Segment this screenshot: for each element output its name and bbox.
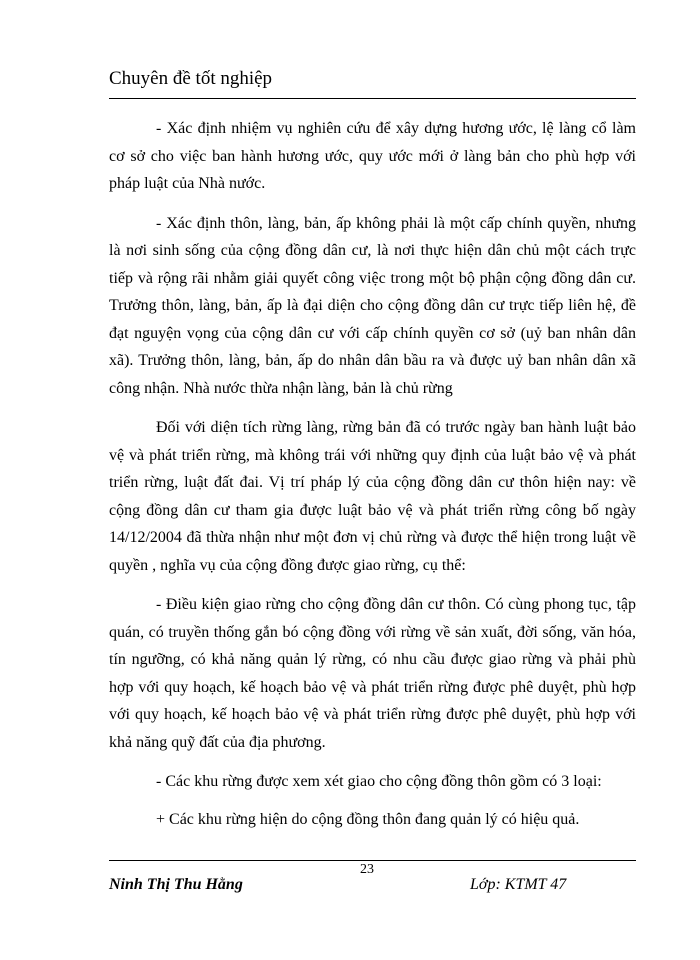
paragraph: - Xác định thôn, làng, bản, ấp không phải là một cấp chính quyền, nhưng là nơi sinh sống của cộng đồng dân cư, là nơi thực hiện dân chủ một cách trực tiếp và rộng rãi nhằm giải quyết công việc trong một bộ phận cộng đồng dân cư. Trưởng thôn, làng, bản, ấp là đại diện cho cộng đồng dân cư trực tiếp liên hệ, đề đạt nguyện vọng của cộng dân cư với cấp chính quyền cơ sở (uỷ ban nhân dân xã). Trưởng thôn, làng, bản, ấp do nhân dân bầu ra và được uỷ ban nhân dân xã công nhận. Nhà nước thừa nhận làng, bản là chủ rừng	[109, 214, 636, 397]
paragraph: - Điều kiện giao rừng cho cộng đồng dân cư thôn. Có cùng phong tục, tập quán, có truyền thống gắn bó cộng đồng với rừng về sản xuất, đời sống, văn hóa, tín ngưỡng, có khả năng quản lý rừng, có nhu cầu được giao rừng và phải phù hợp với quy hoạch, kế hoạch bảo vệ và phát triển rừng được phê duyệt, phù hợp với quy hoạch, kế hoạch bảo vệ và phát triển rừng được phê duyệt, phù hợp với khả năng quỹ đất của địa phương.	[109, 596, 636, 751]
paragraph: Đối với diện tích rừng làng, rừng bản đã có trước ngày ban hành luật bảo vệ và phát triển rừng, mà không trái với những quy định của luật bảo vệ và phát triển rừng, luật đất đai. Vị trí pháp lý của cộng đồng dân cư thôn hiện nay: về cộng đồng dân cư tham gia được luật bảo vệ và phát triển rừng công bố ngày 14/12/2004 đã thừa nhận như một đơn vị chủ rừng và được thể hiện trong luật về quyền , nghĩa vụ của cộng đồng được giao rừng, cụ thể:	[109, 419, 636, 574]
paragraph: + Các khu rừng hiện do cộng đồng thôn đang quản lý có hiệu quả.	[156, 810, 580, 828]
document-body	[109, 115, 636, 845]
paragraph: - Xác định nhiệm vụ nghiên cứu để xây dựng hương ước, lệ làng cổ làm cơ sở cho việc ban hành hương ước, quy ước mới ở làng bản cho phù hợp với pháp luật của Nhà nước.	[109, 120, 636, 192]
footer-divider	[109, 860, 636, 861]
footer-class-label: Lớp: KTMT 47	[470, 876, 567, 893]
header-divider	[109, 98, 636, 99]
footer-author: Ninh Thị Thu Hằng	[109, 876, 243, 893]
page-number: 23	[360, 862, 374, 877]
page-header-title: Chuyên đề tốt nghiệp	[109, 68, 273, 89]
paragraph: - Các khu rừng được xem xét giao cho cộng đồng thôn gồm có 3 loại:	[156, 773, 602, 790]
